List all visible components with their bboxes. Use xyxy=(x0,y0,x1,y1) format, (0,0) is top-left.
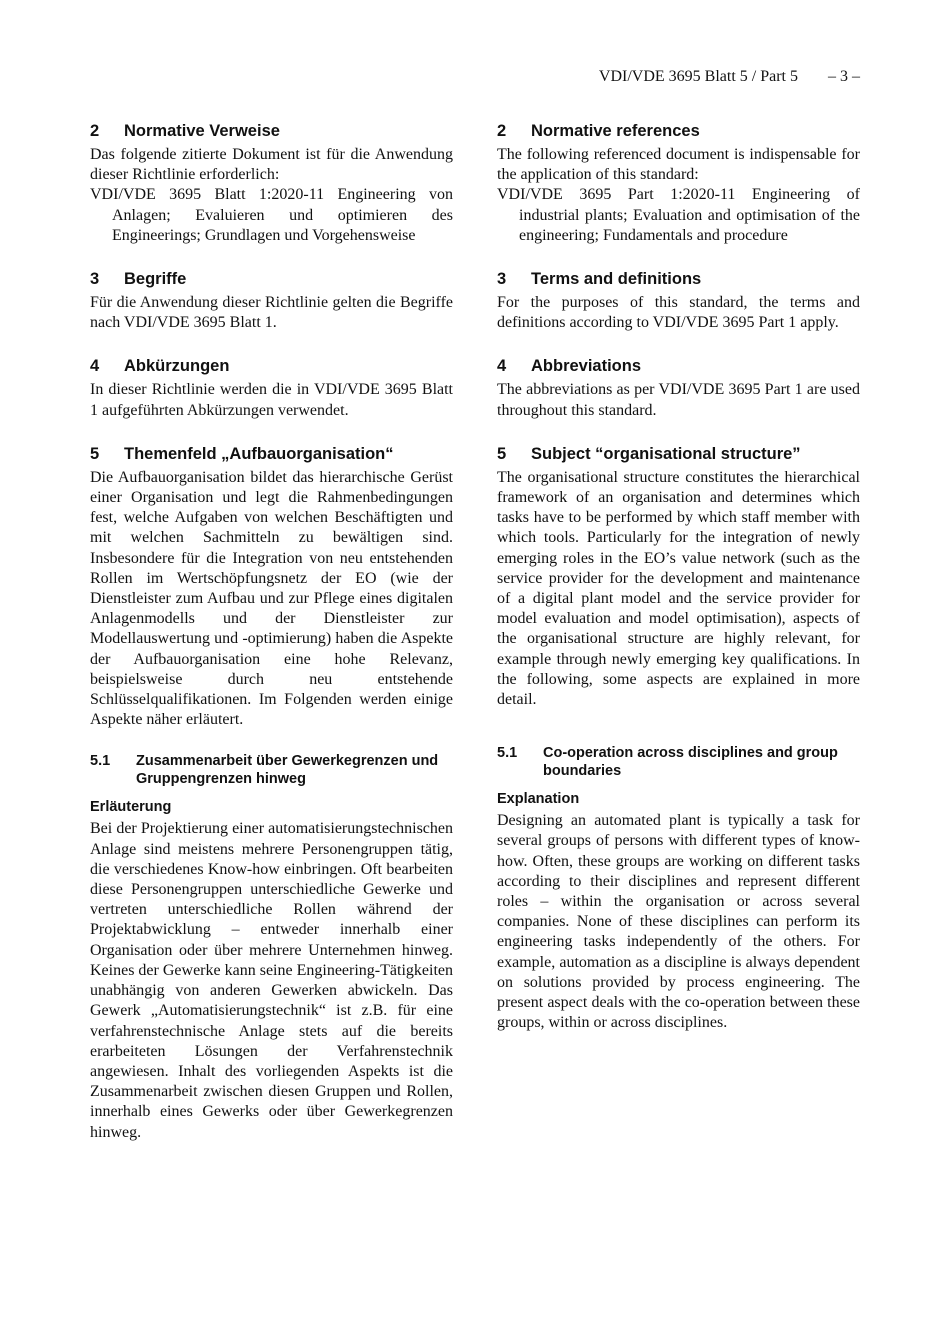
section-number: 4 xyxy=(90,357,100,376)
explanation-heading: Erläuterung xyxy=(90,799,172,816)
paragraph: Die Aufbauorganisation bildet das hierarchische Gerüst einer Organisation und legt die Rahmenbedingungen fest, welche Aufgaben von welchen Beschäftigten und mit welchen Sachmitteln zu bewältigen sind. Insbesondere für die Integration von neu entstehenden Rollen im Wertschöpfungsnetz der EO (wie der Dienstleister zum Aufbau und zur Pflege eines digitalen Anlagenmodells und der Dienstleister zur Modellauswertung und -optimierung) haben die Aspekte der Aufbauorganisation eine hohe Relevanz, beispielsweise durch neu entstehende Schlüsselqualifikationen. Im Folgenden werden einige Aspekte näher erläutert. xyxy=(90,468,453,729)
section-title: Abbreviations xyxy=(531,357,642,376)
subsection-title: Co-operation across disciplines and group boundaries xyxy=(543,745,838,780)
paragraph: In dieser Richtlinie werden die in VDI/VDE 3695 Blatt 1 aufgeführten Abkürzungen verwendet. xyxy=(90,381,453,419)
subsection-number: 5.1 xyxy=(90,753,111,770)
section-number: 4 xyxy=(497,357,507,376)
section-title: Abkürzungen xyxy=(124,357,230,376)
paragraph: For the purposes of this standard, the terms and definitions according to VDI/VDE 3695 Part 1 apply. xyxy=(497,294,860,332)
section-number: 3 xyxy=(497,270,507,289)
section-heading xyxy=(90,355,453,377)
reference-entry: VDI/VDE 3695 Blatt 1:2020-11 Engineering von Anlagen; Evaluieren und optimieren des Engineerings; Grundlagen und Vorgehensweise xyxy=(90,186,453,244)
section-number: 5 xyxy=(90,444,100,463)
paragraph: Designing an automated plant is typically a task for several groups of persons with different types of know-how. Often, these groups are working on different tasks according to their disciplines and represent different roles – within the organisation or across several companies. None of these disciplines can perform its engineering tasks independently of the others. For example, automation as a discipline is always dependent on solutions provided by process engineering. The present aspect deals with the co-operation between these groups, within or across disciplines. xyxy=(497,812,860,1032)
section-heading xyxy=(497,268,860,290)
paragraph: The abbreviations as per VDI/VDE 3695 Part 1 are used throughout this standard. xyxy=(497,381,860,419)
section-heading xyxy=(90,120,453,142)
section-number: 5 xyxy=(497,444,507,463)
reference-entry: VDI/VDE 3695 Part 1:2020-11 Engineering of industrial plants; Evaluation and optimisation of the engineering; Fundamentals and procedure xyxy=(497,186,860,244)
subsection-heading xyxy=(90,752,453,788)
section-title: Normative references xyxy=(531,122,700,140)
paragraph: The organisational structure constitutes the hierarchical framework of an organisation and determines which tasks have to be performed by which staff member with which tools. Particularly for the integration of newly emerging roles in the EO’s value network (such as the service provider for the development and maintenance of a digital plant model and the service provider for model evaluation and model optimisation), aspects of the organisational structure are highly relevant, for example through newly emerging key qualifications. In the following, some aspects are explained in more detail. xyxy=(497,468,860,709)
section-number: 2 xyxy=(90,122,100,140)
paragraph: The following referenced document is indispensable for the application of this standard: xyxy=(497,146,860,184)
section-title: Begriffe xyxy=(124,270,187,289)
german-column xyxy=(90,120,453,1143)
section-heading xyxy=(497,355,860,377)
section-heading xyxy=(497,443,860,465)
english-column xyxy=(497,120,860,1034)
subsection-number: 5.1 xyxy=(497,745,518,762)
section-title: Normative Verweise xyxy=(124,122,280,140)
paragraph: Bei der Projektierung einer automatisierungstechnischen Anlage sind meistens mehrere Personengruppen tätig, die verschiedenes Know-how einbringen. Oft bearbeiten diese Personengruppen unterschiedliche Gewerke und vertreten unterschiedliche Rollen während der Projektabwicklung – entweder innerhalb einer Organisation oder über mehrere Unternehmen hinweg. Keines der Gewerke kann seine Engineering-Tätigkeiten unabhängig von anderen Gewerken abwickeln. Das Gewerk „Automatisierungstechnik“ ist z.B. für eine verfahrenstechnische Anlage stets auf die bereits erarbeiteten Lösungen der Verfahrenstechnik angewiesen. Inhalt des vorliegenden Aspekts ist die Zusammenarbeit zwischen diesen Gruppen und Rollen, innerhalb eines Gewerks oder über Gewerkegrenzen hinweg. xyxy=(90,820,453,1141)
subsection-title: Zusammenarbeit über Gewerkegrenzen und Gruppengrenzen hinweg xyxy=(136,753,439,788)
paragraph: Das folgende zitierte Dokument ist für die Anwendung dieser Richtlinie erforderlich: xyxy=(90,146,453,184)
section-heading xyxy=(90,443,453,465)
page-number: – 3 – xyxy=(828,68,860,85)
section-heading xyxy=(497,120,860,142)
paragraph: Für die Anwendung dieser Richtlinie gelten die Begriffe nach VDI/VDE 3695 Blatt 1. xyxy=(90,294,453,332)
section-title: Terms and definitions xyxy=(531,270,702,289)
document-title: VDI/VDE 3695 Blatt 5 / Part 5 xyxy=(598,68,798,85)
section-number: 2 xyxy=(497,122,507,140)
subsection-heading xyxy=(497,744,860,780)
section-title: Subject “organisational structure” xyxy=(531,444,801,463)
section-number: 3 xyxy=(90,270,100,289)
explanation-heading: Explanation xyxy=(497,791,580,808)
section-heading xyxy=(90,268,453,290)
page-header xyxy=(599,68,860,86)
section-title: Themenfeld „Aufbauorganisation“ xyxy=(124,444,394,463)
